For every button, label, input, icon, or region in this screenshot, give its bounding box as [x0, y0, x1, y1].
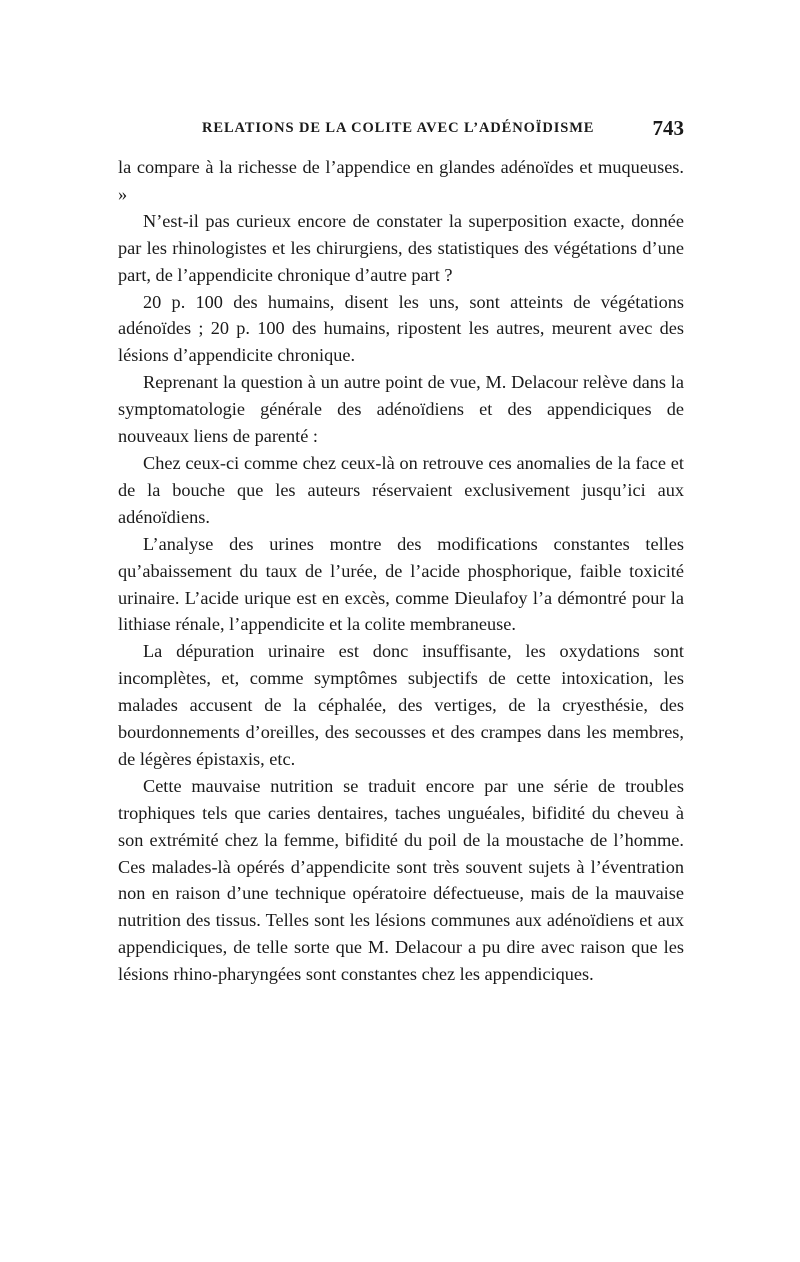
body-text: [118, 154, 684, 988]
paragraph-statistics: 20 p. 100 des humains, disent les uns, sont atteints de végétations adénoïdes ; 20 p. 100 des humains, ripostent les autres, meurent avec des lésions d’appendicite chronique.: [118, 291, 684, 366]
paragraph-anomalies: Chez ceux-ci comme chez ceux-là on retrouve ces anomalies de la face et de la bouche que les auteurs réservaient exclusivement jusqu’ici aux adénoïdiens.: [118, 452, 684, 527]
paragraph-nutrition: Cette mauvaise nutrition se traduit encore par une série de troubles trophiques tels que caries dentaires, taches unguéales, bifidité du cheveu à son extrémité chez la femme, bifidité du poil de la moustache de l’homme. Ces malades-là opérés d’appendicite sont très souvent sujets à l’éventration non en raison d’une technique opératoire défectueuse, mais de la mauvaise nutrition des tissus. Telles sont les lésions communes aux adénoïdiens et aux appendiciques, de telle sorte que M. Delacour a pu dire avec raison que les lésions rhino-pharyngées sont constantes chez les appendiciques.: [118, 775, 684, 985]
running-title: RELATIONS DE LA COLITE AVEC L’ADÉNOÏDISME: [202, 120, 595, 136]
page-number: 743: [652, 116, 684, 140]
paragraph-urine-analysis: L’analyse des urines montre des modifications constantes telles qu’abaissement du taux de l’urée, de l’acide phosphorique, faible toxicité urinaire. L’acide urique est en excès, comme Dieulafoy l’a démontré pour la lithiase rénale, l’appendicite et la colite membraneuse.: [118, 533, 684, 635]
paragraph-delacour: Reprenant la question à un autre point de vue, M. Delacour relève dans la symptomatologie générale des adénoïdiens et des appendiciques de nouveaux liens de parenté :: [118, 372, 684, 447]
paragraph-continuation: la compare à la richesse de l’appendice en glandes adénoïdes et muqueuses. »: [118, 157, 684, 204]
paragraph-superposition: N’est-il pas curieux encore de constater la superposition exacte, donnée par les rhinologistes et les chirurgiens, des statistiques des végétations d’une part, de l’appendicite chronique d’autre part ?: [118, 210, 684, 285]
paragraph-depuration: La dépuration urinaire est donc insuffisante, les oxydations sont incomplètes, et, comme symptômes subjectifs de cette intoxication, les malades accusent de la céphalée, des vertiges, de la cryesthésie, des bourdonnements d’oreilles, des secousses et des crampes dans les membres, de légères épistaxis, etc.: [118, 641, 684, 769]
running-head: [118, 116, 684, 144]
